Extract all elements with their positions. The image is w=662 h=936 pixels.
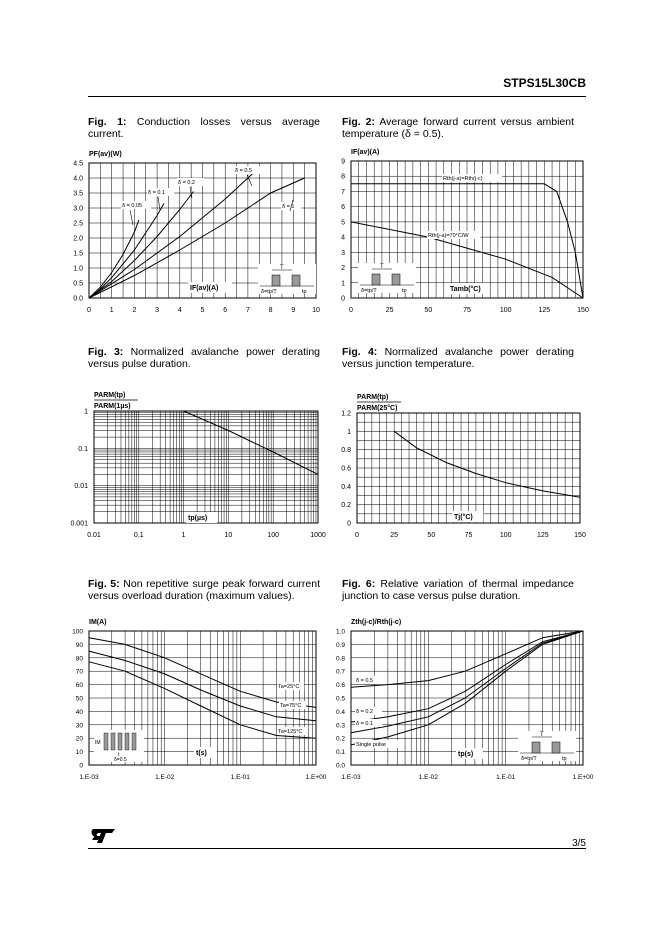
- y-axis-label: PF(av)(W): [89, 151, 122, 158]
- y-tick-label: 4.5: [73, 160, 83, 168]
- y-tick-label: 0.5: [73, 280, 83, 288]
- x-axis-label: tp(µs): [188, 515, 208, 522]
- st-logo-icon: [90, 828, 116, 844]
- y-tick-label: 80: [75, 655, 83, 663]
- series-line: [351, 631, 583, 745]
- y-tick-label: 0.0: [73, 295, 83, 303]
- y-tick-label: 0.0: [335, 762, 345, 770]
- y-tick-label: 0.1: [335, 749, 345, 757]
- y-tick-label: 0: [341, 295, 345, 303]
- x-tick-label: 50: [427, 532, 436, 539]
- inset-pulse: [552, 742, 560, 753]
- y-tick-label: 0.8: [341, 447, 351, 455]
- y-tick-label: 3.5: [73, 190, 83, 198]
- x-axis-label: t(s): [196, 750, 207, 757]
- x-tick-label: 25: [385, 307, 394, 314]
- y-tick-label: 0.01: [74, 483, 88, 491]
- y-tick-label: 0.4: [335, 708, 345, 716]
- y-tick-label: 2.0: [73, 235, 83, 243]
- x-tick-label: 125: [538, 307, 551, 314]
- y-tick-label: 1: [347, 428, 351, 436]
- y-axis-label-denominator: PARM(25°C): [357, 405, 398, 412]
- fig5-caption: Fig. 5: Non repetitive surge peak forward current versus overload duration (maximum values).: [88, 578, 321, 602]
- fig3-caption: Fig. 3: Normalized avalanche power derating versus pulse duration.: [88, 346, 320, 370]
- series-label: δ = 1: [282, 204, 295, 210]
- x-tick-label: 6: [223, 307, 228, 314]
- x-tick-label: 1000: [310, 532, 326, 539]
- x-tick-label: 0.01: [87, 532, 101, 539]
- y-tick-label: 30: [75, 722, 83, 730]
- series-label: δ = 0.2: [178, 180, 195, 186]
- inset-period-label: T: [540, 732, 544, 738]
- series-label: δ = 0.5: [356, 678, 373, 684]
- x-tick-label: 0.1: [133, 532, 144, 539]
- y-tick-label: 1: [341, 280, 345, 288]
- inset-period-label: T: [380, 264, 384, 270]
- y-tick-label: 0.1: [78, 445, 88, 453]
- x-tick-label: 5: [200, 307, 205, 314]
- fig2-caption: Fig. 2: Average forward current versus ambient temperature (δ = 0.5).: [342, 116, 575, 140]
- inset-im-label: IM: [95, 740, 101, 746]
- inset-t-label: t: [118, 752, 120, 758]
- y-tick-label: 0.5: [335, 695, 345, 703]
- x-tick-label: 1: [181, 532, 186, 539]
- y-tick-label: 0.8: [335, 655, 345, 663]
- y-tick-label: 50: [75, 695, 83, 703]
- y-tick-label: 4.0: [73, 175, 83, 183]
- series-label: δ = 0.2: [356, 709, 373, 715]
- y-tick-label: 0.6: [335, 682, 345, 690]
- y-tick-label: 1.0: [73, 265, 83, 273]
- x-tick-label: 1.E-03: [341, 774, 361, 781]
- fig1-caption: Fig. 1: Conduction losses versus average current.: [88, 116, 320, 140]
- series-label: Single pulse: [356, 742, 386, 748]
- page-number: 3/5: [572, 838, 586, 849]
- inset-tp-label: tp: [302, 289, 307, 295]
- x-tick-label: 7: [245, 307, 250, 314]
- y-tick-label: 0.7: [335, 668, 345, 676]
- x-tick-label: 2: [132, 307, 137, 314]
- y-tick-label: 0.2: [341, 502, 351, 510]
- y-tick-label: 0.9: [335, 641, 345, 649]
- x-tick-label: 0: [349, 307, 353, 314]
- x-axis-label: IF(av)(A): [190, 285, 219, 292]
- y-tick-label: 10: [75, 749, 83, 757]
- x-tick-label: 1.E+00: [305, 774, 327, 781]
- x-tick-label: 50: [424, 307, 433, 314]
- x-tick-label: 9: [291, 307, 296, 314]
- y-tick-label: 100: [72, 628, 83, 636]
- series-label: Ta=25°C: [278, 684, 300, 690]
- x-tick-label: 1.E+00: [572, 774, 594, 781]
- x-axis-label: Tamb(°C): [450, 286, 481, 293]
- y-tick-label: 0.4: [341, 483, 351, 491]
- series-line: [351, 631, 583, 687]
- x-tick-label: 1.E-02: [155, 774, 175, 781]
- x-tick-label: 150: [574, 532, 586, 539]
- y-tick-label: 0: [79, 762, 83, 770]
- series-label: δ = 0.5: [235, 168, 252, 174]
- fig6-caption: Fig. 6: Relative variation of thermal impedance junction to case versus pulse duration.: [342, 578, 574, 602]
- x-tick-label: 1.E-01: [496, 774, 516, 781]
- y-tick-label: 60: [75, 682, 83, 690]
- y-tick-label: 40: [75, 708, 83, 716]
- y-tick-label: 4: [341, 234, 345, 242]
- y-tick-label: 0.001: [70, 520, 88, 528]
- y-tick-label: 9: [341, 158, 345, 166]
- series-label: Rth(j-a)=Rth(j-c): [443, 176, 483, 182]
- inset-pulse: [532, 742, 540, 753]
- y-tick-label: 0: [347, 520, 351, 528]
- y-tick-label: 8: [341, 173, 345, 181]
- inset-duty-formula: δ=tp/T: [261, 289, 277, 295]
- inset-duty-formula: δ=0.5: [114, 757, 127, 763]
- y-axis-label-denominator: PARM(1µs): [94, 403, 131, 410]
- x-tick-label: 1.E-01: [230, 774, 250, 781]
- x-tick-label: 75: [464, 532, 473, 539]
- series-label: δ = 0.05: [122, 203, 143, 209]
- series-label: Rth(j-a)=70°C/W: [428, 233, 469, 239]
- inset-tp-label: tp: [402, 288, 407, 294]
- y-tick-label: 70: [75, 668, 83, 676]
- y-axis-label: Zth(j-c)/Rth(j-c): [351, 619, 402, 626]
- inset-period-label: T: [280, 265, 284, 271]
- x-tick-label: 1.E-03: [79, 774, 99, 781]
- y-axis-label-numerator: PARM(tp): [357, 394, 389, 401]
- x-axis-label: tp(s): [458, 751, 474, 758]
- y-axis-label: IM(A): [89, 619, 107, 626]
- x-tick-label: 3: [155, 307, 160, 314]
- inset-tp-label: tp: [562, 756, 567, 762]
- series-line: [351, 631, 583, 722]
- y-tick-label: 2: [341, 265, 345, 273]
- document-part-number: STPS15L30CB: [503, 76, 586, 90]
- x-tick-label: 25: [390, 532, 399, 539]
- y-tick-label: 1: [84, 408, 88, 416]
- x-tick-label: 10: [224, 532, 233, 539]
- y-tick-label: 0.6: [341, 465, 351, 473]
- x-tick-label: 100: [499, 307, 512, 314]
- x-tick-label: 0: [355, 532, 359, 539]
- y-tick-label: 1.0: [335, 628, 345, 636]
- x-tick-label: 100: [499, 532, 512, 539]
- x-axis-label: Tj(°C): [454, 514, 473, 521]
- y-tick-label: 20: [75, 735, 83, 743]
- y-tick-label: 0.3: [335, 722, 345, 730]
- x-tick-label: 10: [312, 307, 320, 314]
- y-tick-label: 2.5: [73, 220, 83, 228]
- y-tick-label: 3.0: [73, 205, 83, 213]
- x-tick-label: 0: [87, 307, 91, 314]
- fig4-caption: Fig. 4: Normalized avalanche power derating versus junction temperature.: [342, 346, 574, 370]
- series-label: δ = 0.1: [356, 721, 373, 727]
- x-tick-label: 125: [536, 532, 549, 539]
- y-axis-label-numerator: PARM(tp): [94, 392, 126, 399]
- y-tick-label: 6: [341, 204, 345, 212]
- series-label: Ta=75°C: [280, 703, 302, 709]
- inset-duty-formula: δ=tp/T: [361, 288, 377, 294]
- footer-rule: [88, 848, 586, 849]
- x-tick-label: 8: [268, 307, 273, 314]
- x-tick-label: 75: [463, 307, 471, 314]
- series-label: Ta=125°C: [278, 729, 303, 735]
- x-tick-label: 1.E-02: [418, 774, 438, 781]
- y-tick-label: 7: [341, 188, 345, 196]
- x-tick-label: 1: [109, 307, 114, 314]
- x-tick-label: 4: [177, 307, 182, 314]
- inset-duty-formula: δ=tp/T: [521, 756, 537, 762]
- y-tick-label: 0.2: [335, 735, 345, 743]
- y-tick-label: 90: [75, 641, 83, 649]
- series-label: δ = 0.1: [148, 190, 165, 196]
- y-axis-label: IF(av)(A): [351, 149, 380, 156]
- x-tick-label: 150: [577, 307, 589, 314]
- y-tick-label: 5: [341, 219, 345, 227]
- y-tick-label: 1.2: [341, 410, 351, 418]
- y-tick-label: 1.5: [73, 250, 83, 258]
- y-tick-label: 3: [341, 249, 345, 257]
- x-tick-label: 100: [267, 532, 280, 539]
